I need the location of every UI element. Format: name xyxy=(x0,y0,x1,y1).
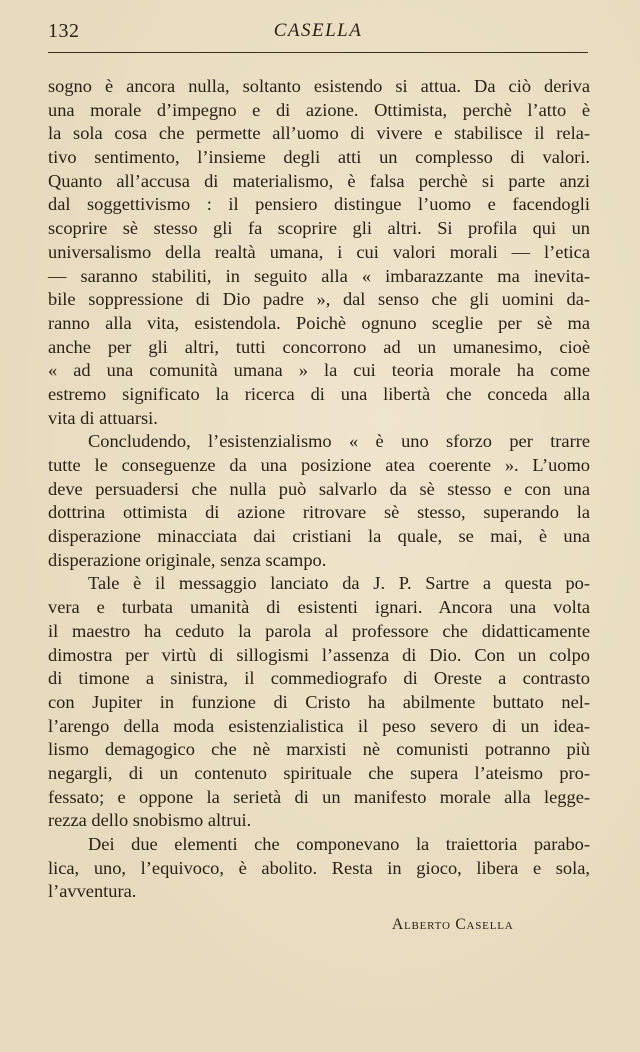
text-line: estremo significato la ricerca di una libertà che conceda alla xyxy=(48,383,590,404)
text-line: negargli, di un contenuto spirituale che supera l’ateismo pro- xyxy=(48,762,590,783)
text-line: la sola cosa che permette all’uomo di vivere e stabilisce il rela- xyxy=(48,123,590,144)
page-number: 132 xyxy=(48,20,80,42)
text-line: Quanto all’accusa di materialismo, è falsa perchè si parte anzi xyxy=(48,170,590,191)
page-header xyxy=(48,18,588,48)
text-line: dottrina ottimista di azione ritrovare sè stesso, superando la xyxy=(48,502,590,523)
text-line: il maestro ha ceduto la parola al professore che didatticamente xyxy=(48,620,590,641)
text-line: lica, uno, l’equivoco, è abolito. Resta in gioco, libera e sola, xyxy=(48,857,590,878)
text-line: disperazione originale, senza scampo. xyxy=(48,549,327,570)
author-signature: Alberto Casella xyxy=(392,916,514,933)
text-line: deve persuadersi che nulla può salvarlo da sè stesso e con una xyxy=(48,478,590,499)
text-line: « ad una comunità umana » la cui teoria morale ha come xyxy=(48,360,590,381)
text-line: tivo sentimento, l’insieme degli atti un complesso di valori. xyxy=(48,147,590,168)
text-line: l’arengo della moda esistenzialistica il peso severo di un idea- xyxy=(48,715,590,736)
text-line: una morale d’impegno e di azione. Ottimista, perchè l’atto è xyxy=(48,99,590,120)
text-line: dal soggettivismo : il pensiero distingue l’uomo e facendogli xyxy=(48,194,590,215)
text-line: sogno è ancora nulla, soltanto esistendo si attua. Da ciò deriva xyxy=(48,76,590,96)
text-line: con Jupiter in funzione di Cristo ha abilmente buttato nel- xyxy=(48,691,590,712)
text-line: disperazione minacciata dai cristiani la quale, se mai, è una xyxy=(48,526,590,547)
text-line: Tale è il messaggio lanciato da J. P. Sartre a questa po- xyxy=(88,573,590,594)
text-line: Dei due elementi che componevano la traiettoria parabo- xyxy=(88,834,590,854)
text-line: anche per gli altri, tutti concorrono ad un umanesimo, cioè xyxy=(48,336,590,357)
text-line: ranno alla vita, esistendola. Poichè ognuno sceglie per sè ma xyxy=(48,312,590,333)
text-line: lismo demagogico che nè marxisti nè comunisti potranno più xyxy=(48,739,590,760)
text-line: rezza dello snobismo altrui. xyxy=(48,810,252,831)
text-line: dimostra per virtù di sillogismi l’assenza di Dio. Con un colpo xyxy=(48,644,590,665)
article-body xyxy=(48,75,590,904)
header-rule xyxy=(48,52,588,53)
text-line: di timone a sinistra, il commediografo di Oreste a contrasto xyxy=(48,668,590,689)
text-line: universalismo della realtà umana, i cui valori morali — l’etica xyxy=(48,241,590,262)
text-line: vita di attuarsi. xyxy=(48,407,158,428)
text-line: l’avventura. xyxy=(48,881,137,902)
running-head: CASELLA xyxy=(273,20,363,41)
text-line: bile soppressione di Dio padre », dal senso che gli uomini da- xyxy=(48,289,590,310)
text-line: — saranno stabiliti, in seguito alla « imbarazzante ma inevita- xyxy=(48,265,590,286)
text-line: vera e turbata umanità di esistenti ignari. Ancora una volta xyxy=(48,597,590,618)
text-line: scoprire sè stesso gli fa scoprire gli altri. Si profila qui un xyxy=(48,218,590,239)
text-line: tutte le conseguenze da una posizione atea coerente ». L’uomo xyxy=(48,455,590,475)
text-line: Concludendo, l’esistenzialismo « è uno sforzo per trarre xyxy=(88,431,590,452)
text-line: fessato; e oppone la serietà di un manifesto morale alla legge- xyxy=(48,786,590,807)
